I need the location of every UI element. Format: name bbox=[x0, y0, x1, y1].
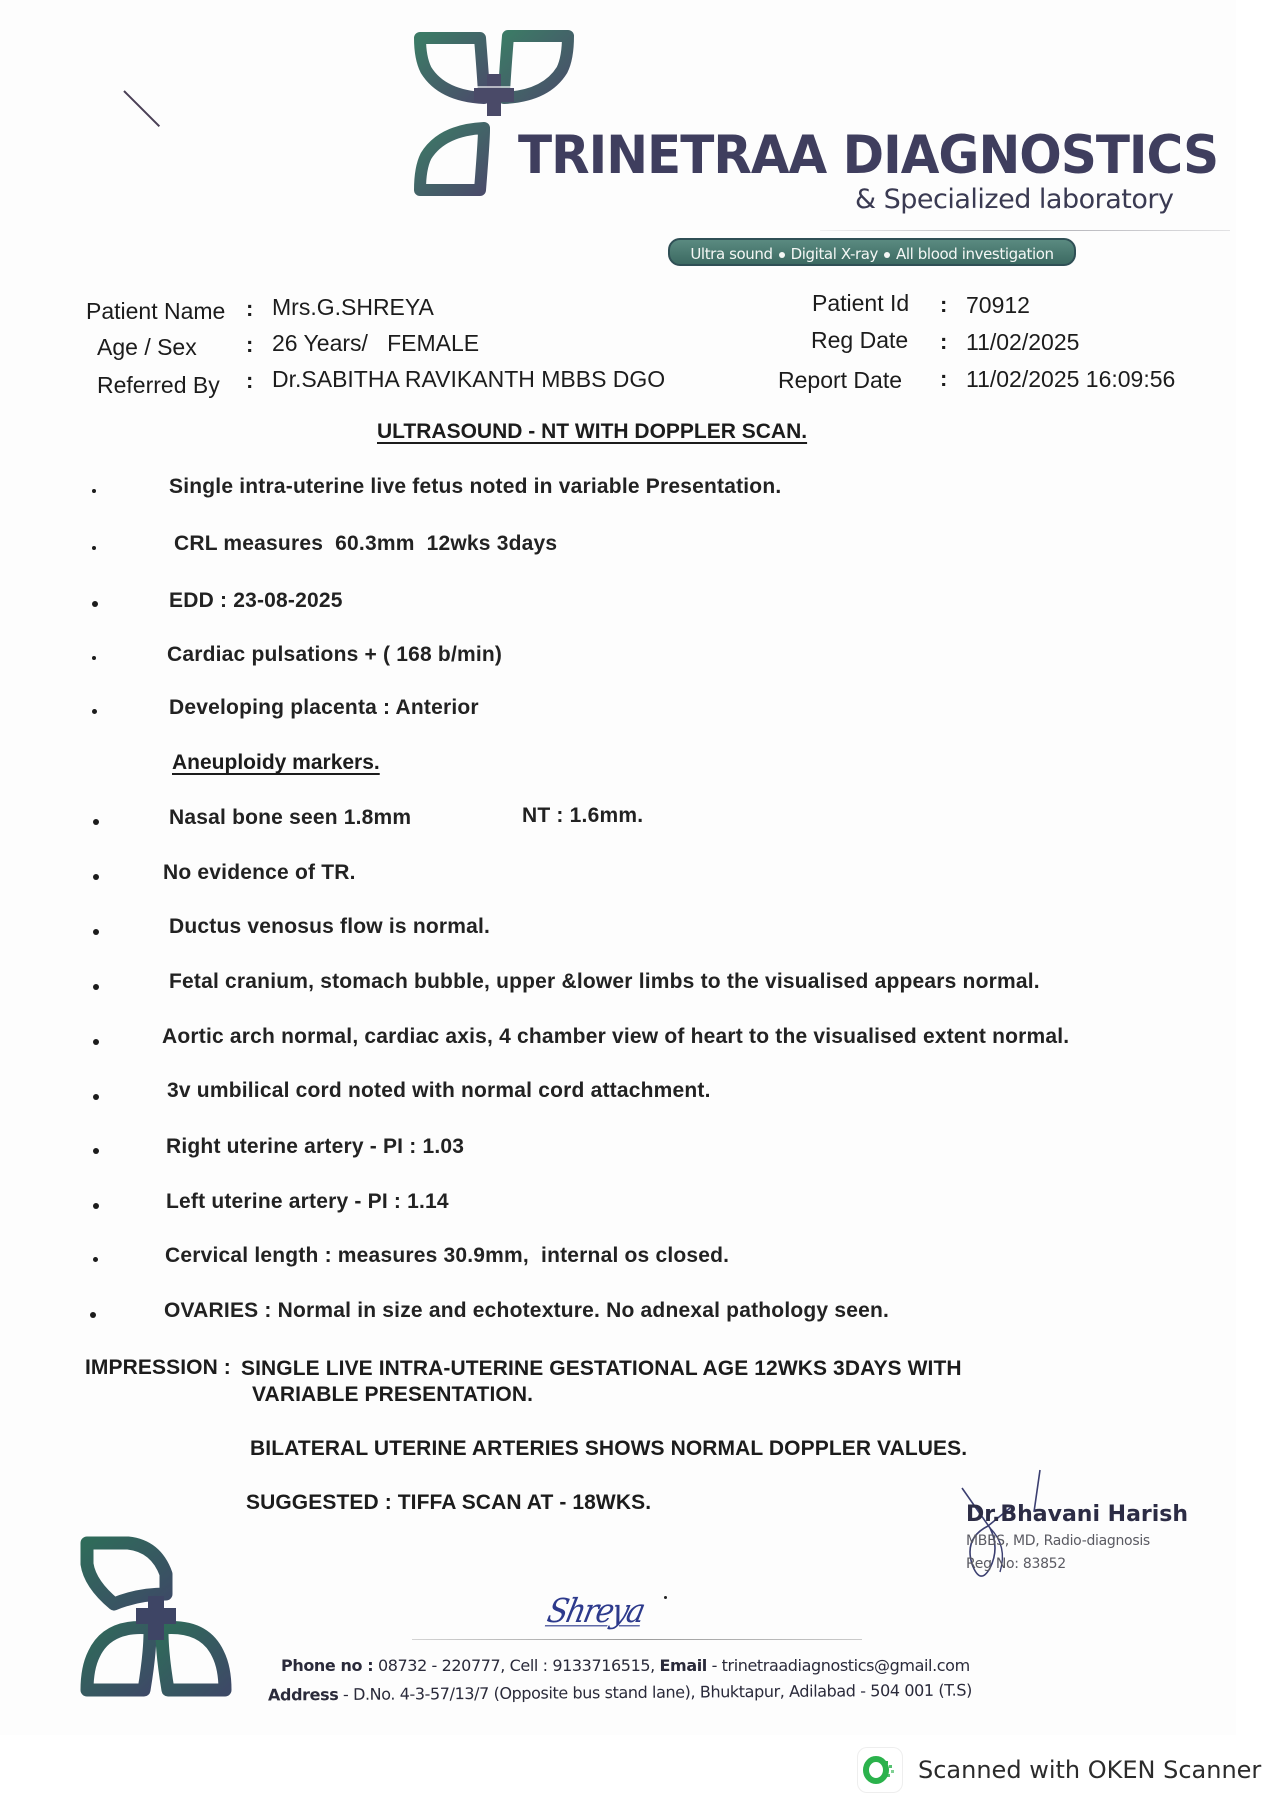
signature-line bbox=[412, 1639, 862, 1640]
impression-line: SINGLE LIVE INTRA-UTERINE GESTATIONAL AGE 12WKS 3DAYS WITH bbox=[241, 1357, 962, 1380]
patient-id-label: Patient Id bbox=[812, 290, 910, 316]
bullet-icon bbox=[93, 929, 99, 935]
bullet-icon bbox=[92, 489, 96, 493]
impression-line: VARIABLE PRESENTATION. bbox=[252, 1383, 534, 1406]
oken-scanner-icon bbox=[858, 1748, 902, 1792]
report-date-separator: : bbox=[940, 366, 948, 391]
referred-by-value: Dr.SABITHA RAVIKANTH MBBS DGO bbox=[272, 366, 666, 392]
reg-date-value: 11/02/2025 bbox=[966, 329, 1080, 355]
referred-by-separator: : bbox=[246, 368, 254, 393]
age-sex-value: 26 Years/ FEMALE bbox=[272, 330, 480, 356]
patient-name-label: Patient Name bbox=[86, 298, 226, 324]
report-date-label: Report Date bbox=[778, 367, 903, 393]
services-banner bbox=[668, 238, 1076, 266]
scanner-watermark bbox=[858, 1748, 1261, 1792]
patient-name-separator: : bbox=[246, 296, 254, 321]
header-divider bbox=[820, 230, 1230, 231]
bullet-icon bbox=[93, 984, 99, 990]
signature-dot bbox=[664, 1596, 667, 1599]
age-sex-separator: : bbox=[246, 332, 254, 357]
phone-value: 08732 - 220777, Cell : 9133716515, bbox=[377, 1656, 655, 1675]
patient-signature: Shreya bbox=[543, 1592, 647, 1631]
phone-label: Phone no : bbox=[281, 1656, 374, 1675]
doctor-qualification: MBBS, MD, Radio-diagnosis bbox=[966, 1533, 1150, 1549]
brand-subtitle: & Specialized laboratory bbox=[855, 184, 1174, 215]
finding-item: EDD : 23-08-2025 bbox=[169, 589, 343, 612]
patient-id-separator: : bbox=[940, 292, 948, 317]
marker-item: Aortic arch normal, cardiac axis, 4 chamber view of heart to the visualised extent normal. bbox=[162, 1025, 1070, 1048]
bullet-icon bbox=[90, 1312, 96, 1318]
marker-item: OVARIES : Normal in size and echotexture. No adnexal pathology seen. bbox=[164, 1299, 890, 1322]
bullet-icon bbox=[92, 709, 97, 714]
service-ultrasound: Ultra sound bbox=[690, 245, 773, 263]
marker-item: No evidence of TR. bbox=[163, 861, 356, 884]
bullet-icon bbox=[92, 656, 96, 660]
marker-item: Ductus venosus flow is normal. bbox=[169, 915, 491, 938]
bullet-dot-icon bbox=[884, 252, 890, 258]
finding-item: Cardiac pulsations + ( 168 b/min) bbox=[167, 643, 503, 666]
brand-name: TRINETRAA DIAGNOSTICS bbox=[518, 124, 1219, 186]
watermark-text: Scanned with OKEN Scanner bbox=[918, 1756, 1262, 1784]
report-title: ULTRASOUND - NT WITH DOPPLER SCAN. bbox=[377, 420, 808, 443]
marker-item: Fetal cranium, stomach bubble, upper &lower limbs to the visualised appears normal. bbox=[169, 970, 1040, 993]
doctor-reg-no: Reg No: 83852 bbox=[966, 1556, 1066, 1572]
email-label: Email bbox=[659, 1656, 707, 1675]
marker-item: Right uterine artery - PI : 1.03 bbox=[166, 1135, 465, 1158]
bullet-icon bbox=[93, 1094, 99, 1100]
aneuploidy-heading: Aneuploidy markers. bbox=[172, 751, 380, 774]
patient-name-value: Mrs.G.SHREYA bbox=[272, 294, 434, 320]
marker-item: Cervical length : measures 30.9mm, internal os closed. bbox=[165, 1244, 730, 1267]
service-blood: All blood investigation bbox=[896, 245, 1054, 263]
bullet-icon bbox=[93, 1203, 99, 1209]
bullet-icon bbox=[92, 546, 96, 550]
finding-item: Developing placenta : Anterior bbox=[169, 696, 479, 719]
finding-item: CRL measures 60.3mm 12wks 3days bbox=[174, 532, 558, 555]
report-date-value: 11/02/2025 16:09:56 bbox=[966, 366, 1176, 392]
patient-id-value: 70912 bbox=[966, 292, 1030, 318]
marker-item: 3v umbilical cord noted with normal cord attachment. bbox=[167, 1079, 711, 1102]
address-value: - D.No. 4-3-57/13/7 (Opposite bus stand lane), Bhuktapur, Adilabad - 504 001 (T.S) bbox=[342, 1680, 972, 1704]
bullet-icon bbox=[93, 874, 99, 880]
finding-item: Single intra-uterine live fetus noted in variable Presentation. bbox=[169, 475, 782, 498]
age-sex-label: Age / Sex bbox=[97, 334, 197, 360]
nasal-bone-item: Nasal bone seen 1.8mm bbox=[169, 806, 412, 829]
referred-by-label: Referred By bbox=[97, 372, 220, 398]
nt-value: NT : 1.6mm. bbox=[522, 804, 644, 827]
bullet-icon bbox=[93, 819, 99, 825]
bullet-icon bbox=[92, 601, 98, 607]
bullet-dot-icon bbox=[779, 252, 785, 258]
doctor-name: Dr.Bhavani Harish bbox=[966, 1502, 1189, 1527]
address-label: Address bbox=[267, 1684, 339, 1705]
impression-doppler: BILATERAL UTERINE ARTERIES SHOWS NORMAL DOPPLER VALUES. bbox=[250, 1437, 968, 1460]
service-xray: Digital X-ray bbox=[790, 245, 879, 263]
bullet-icon bbox=[93, 1257, 98, 1262]
reg-date-separator: : bbox=[940, 329, 948, 354]
footer-logo-icon bbox=[78, 1534, 234, 1700]
suggested-followup: SUGGESTED : TIFFA SCAN AT - 18WKS. bbox=[246, 1491, 652, 1514]
bullet-icon bbox=[93, 1148, 99, 1154]
footer-contact bbox=[281, 1656, 970, 1675]
reg-date-label: Reg Date bbox=[811, 327, 909, 353]
marker-item: Left uterine artery - PI : 1.14 bbox=[166, 1190, 449, 1213]
impression-label: IMPRESSION : bbox=[85, 1356, 231, 1379]
email-value: - trinetraadiagnostics@gmail.com bbox=[711, 1656, 970, 1675]
bullet-icon bbox=[93, 1039, 99, 1045]
